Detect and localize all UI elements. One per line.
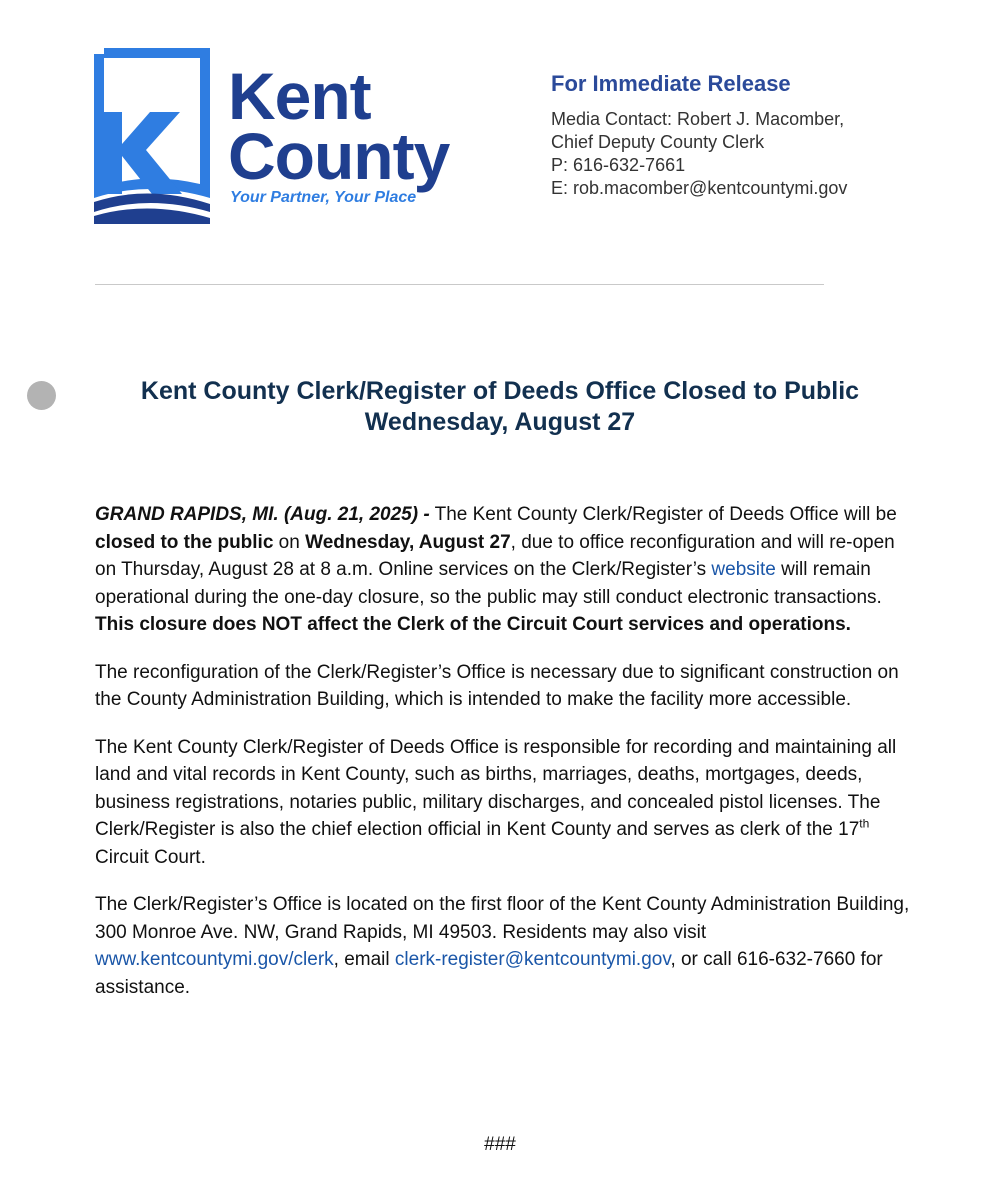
headline-line-2: Wednesday, August 27 <box>364 408 636 436</box>
location-text-3: , or call 616-632-7660 for assistance. <box>95 949 883 998</box>
clerk-email-link[interactable]: clerk-register@kentcountymi.gov <box>394 949 671 970</box>
media-contact: Media Contact: Robert J. Macomber, <box>551 109 845 129</box>
release-contact-block <box>551 70 971 200</box>
logo-wordmark <box>228 59 450 193</box>
release-heading: For Immediate Release <box>551 71 791 96</box>
announcement-text-1: The Kent County Clerk/Register of Deeds Office will be <box>429 504 897 525</box>
paragraph-responsibilities <box>95 734 915 872</box>
press-release-headline <box>80 376 920 438</box>
responsibilities-text-1: The Kent County Clerk/Register of Deeds Office is responsible for recording and maintaining all land and vital records in Kent County, such as births, marriages, deaths, mortgages, deeds, business registrations, notaries public, military discharges, and concealed pistol licenses. The Clerk/Register is also the chief election official in Kent County and serves as clerk of the 17 <box>95 736 897 840</box>
press-release-body <box>95 501 915 1021</box>
location-text-2: , email <box>333 949 395 970</box>
responsibilities-text-2: Circuit Court. <box>95 846 206 868</box>
closed-emphasis: closed to the public <box>95 531 274 553</box>
announcement-text-3: , due to office reconfiguration and will re-open on Thursday, August 28 at 8 a.m. Online services on the Clerk/Register’s <box>95 531 895 580</box>
contact-email: E: rob.macomber@kentcountymi.gov <box>551 178 848 198</box>
logo-tagline: Your Partner, Your Place <box>230 189 417 206</box>
end-of-release-mark: ### <box>484 1134 516 1155</box>
website-link[interactable]: website <box>711 559 776 580</box>
kent-county-k-emblem-icon <box>94 48 214 224</box>
paragraph-location <box>95 891 915 1001</box>
logo-word-county: County <box>228 119 450 193</box>
header-divider <box>95 284 824 285</box>
headline-line-1: Kent County Clerk/Register of Deeds Office Closed to Public <box>140 377 860 405</box>
closure-date-emphasis: Wednesday, August 27 <box>305 531 511 553</box>
ordinal-suffix: th <box>859 816 870 831</box>
location-text-1: The Clerk/Register’s Office is located on the first floor of the Kent County Administration Building, 300 Monroe Ave. NW, Grand Rapids, MI 49503. Residents may also visit <box>95 894 910 943</box>
circuit-court-note: This closure does NOT affect the Clerk of the Circuit Court services and operations. <box>95 614 851 635</box>
paragraph-reconfiguration: The reconfiguration of the Clerk/Register’s Office is necessary due to significant construction on the County Administration Building, which is intended to make the facility more accessible. <box>95 661 899 710</box>
logo-word-kent: Kent <box>228 59 371 133</box>
paragraph-announcement <box>95 501 915 639</box>
scroll-dot-icon[interactable] <box>27 381 56 410</box>
contact-title: Chief Deputy County Clerk <box>551 132 765 152</box>
contact-phone: P: 616-632-7661 <box>551 155 686 175</box>
dateline: GRAND RAPIDS, MI. (Aug. 21, 2025) - <box>95 504 430 525</box>
announcement-text-4: will remain operational during the one-day closure, so the public may still conduct electronic transactions. <box>95 559 882 608</box>
clerk-website-link[interactable]: www.kentcountymi.gov/clerk <box>95 949 334 970</box>
kent-county-logo <box>94 48 494 224</box>
announcement-text-2: on <box>273 531 306 553</box>
